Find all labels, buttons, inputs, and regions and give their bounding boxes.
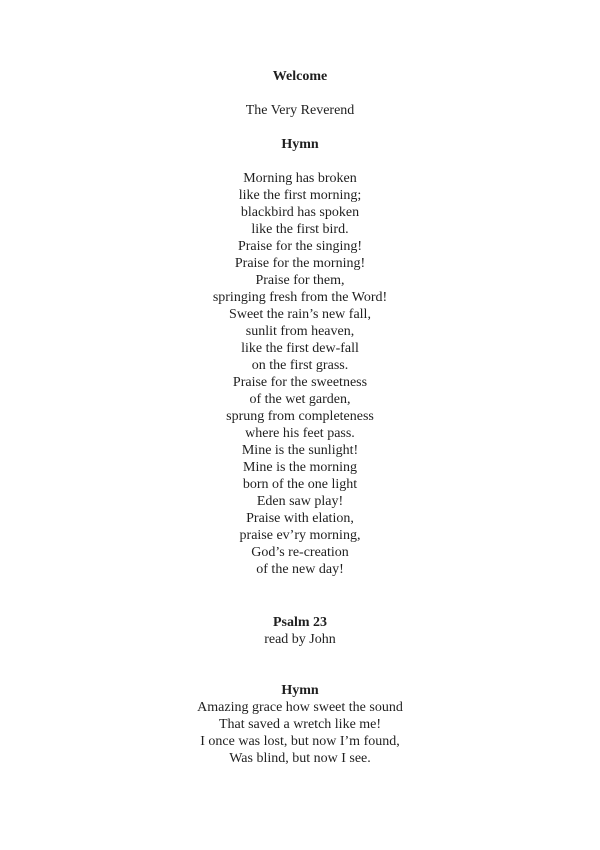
officiant-name: The Very Reverend: [245, 103, 355, 118]
hymn-line: sprung from completeness: [226, 409, 374, 424]
hymn2-heading: Hymn: [281, 683, 319, 698]
hymn-line: blackbird has spoken: [240, 205, 360, 220]
hymn2-verse: [0, 699, 600, 767]
welcome-heading: Welcome: [272, 69, 328, 84]
hymn-line: like the first bird.: [251, 222, 349, 237]
hymn-line: sunlit from heaven,: [245, 324, 355, 339]
hymn-line: God’s re-creation: [251, 545, 349, 560]
hymn-line: Praise for the singing!: [237, 239, 363, 254]
hymn-line: praise ev’ry morning,: [239, 528, 361, 543]
psalm-reader: read by John: [264, 632, 336, 647]
hymn-line: Praise for the morning!: [234, 256, 366, 271]
hymn-line: where his feet pass.: [245, 426, 355, 441]
hymn-line: Praise for them,: [255, 273, 345, 288]
hymn-line: springing fresh from the Word!: [212, 290, 388, 305]
hymn-line: Mine is the sunlight!: [241, 443, 359, 458]
hymn-line: Eden saw play!: [256, 494, 344, 509]
hymn-line: Mine is the morning: [243, 460, 357, 475]
hymn-line: like the first morning;: [238, 188, 362, 203]
hymn-line: like the first dew-fall: [241, 341, 359, 356]
hymn-line: Sweet the rain’s new fall,: [229, 307, 371, 322]
psalm-heading: Psalm 23: [272, 615, 328, 630]
hymn-line: born of the one light: [242, 477, 358, 492]
hymn1-verse: [0, 170, 600, 578]
hymn-line: Amazing grace how sweet the sound: [197, 700, 403, 715]
hymn-line: Was blind, but now I see.: [229, 751, 371, 766]
spacer: [0, 119, 600, 136]
hymn-line: of the new day!: [256, 562, 344, 577]
spacer: [0, 578, 600, 614]
hymn-line: of the wet garden,: [249, 392, 351, 407]
hymn-line: on the first grass.: [251, 358, 349, 373]
hymn1-heading: Hymn: [281, 137, 319, 152]
hymn-line: That saved a wretch like me!: [218, 717, 382, 732]
hymn-line: I once was lost, but now I’m found,: [200, 734, 400, 749]
hymn-line: Morning has broken: [243, 171, 357, 186]
hymn-line: Praise with elation,: [246, 511, 354, 526]
spacer: [0, 85, 600, 102]
spacer: [0, 648, 600, 682]
hymn-line: Praise for the sweetness: [232, 375, 368, 390]
spacer: [0, 153, 600, 170]
